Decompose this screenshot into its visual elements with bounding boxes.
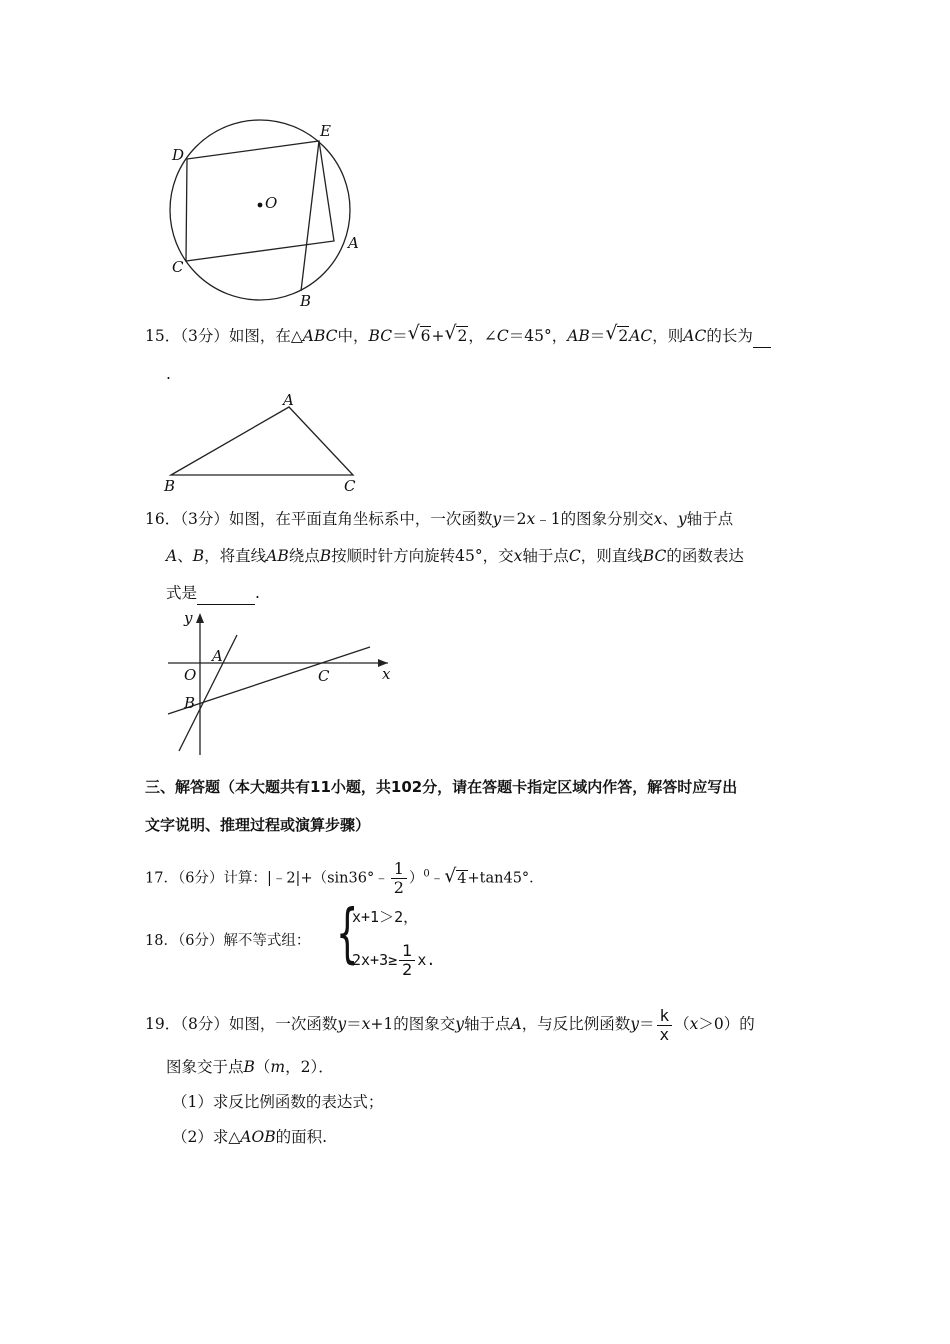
y-axis-arrow	[196, 613, 204, 623]
q15-t4: ＝45°，	[508, 327, 568, 345]
circle-o	[170, 120, 350, 300]
q15-text	[145, 325, 771, 348]
q18-num: 1	[399, 942, 415, 961]
triangle-figure	[160, 392, 370, 494]
answer-blank	[753, 325, 771, 348]
inequality-1	[352, 906, 418, 928]
section3-heading-2	[145, 814, 370, 836]
q19-y2: y	[455, 1015, 464, 1033]
q17-den: 2	[393, 878, 404, 897]
circle-figure	[160, 118, 370, 313]
q15-eq2: ＝	[589, 327, 606, 345]
q17-minus: ﹣	[429, 870, 445, 887]
q16-l2c: 绕点	[288, 547, 320, 565]
q17-part2: +（sin36°﹣	[300, 870, 389, 887]
label-a: A	[348, 234, 359, 252]
q15-number: 15．	[145, 327, 181, 345]
q17-num: 1	[391, 860, 407, 879]
q15-t5: ，则	[652, 327, 684, 345]
label-c: C	[318, 667, 330, 685]
q18-den: 2	[402, 960, 413, 979]
q18-ineq1: x+1＞2，	[352, 908, 419, 926]
label-a: A	[283, 392, 294, 409]
q17-r4: 4	[457, 870, 467, 887]
q19-line1	[145, 1006, 755, 1044]
chord-eb	[301, 141, 319, 291]
q15-bc: BC	[368, 327, 393, 345]
q19-a3: +1的图象交	[370, 1015, 456, 1033]
q15-t6: 的长为	[706, 327, 753, 345]
q16-l2b: ，将直线	[204, 547, 267, 565]
q19-den: x	[659, 1024, 670, 1044]
q16-y2: y	[677, 510, 687, 528]
q19-a7: （	[674, 1015, 690, 1033]
sqrt-6	[409, 325, 432, 347]
q15-r2b: 2	[618, 327, 629, 345]
q16-line1	[145, 508, 733, 530]
q19-sub1	[172, 1091, 383, 1113]
q16-a: A	[166, 547, 178, 565]
q15-end-dot: .	[166, 365, 171, 383]
q16-b2: B	[319, 547, 332, 565]
q17-part4: +tan45°．	[467, 870, 544, 887]
q18-prefix-text: 18．（6分）解不等式组：	[145, 933, 311, 949]
label-y: y	[184, 609, 193, 627]
q16-l1a: 16．（3分）如图，在平面直角坐标系中，一次函数	[145, 510, 493, 528]
q19-b2: （	[254, 1058, 271, 1076]
q16-l2d: 按顺时针方向旋转45°，交	[331, 547, 514, 565]
q19-y: y	[337, 1015, 347, 1033]
q18-ineq2a: 2x+3≥	[352, 951, 398, 969]
q15-eq1: ＝	[392, 327, 408, 345]
q19-sub2b: 的面积.	[275, 1128, 328, 1146]
center-dot	[258, 203, 263, 208]
q15-ac2: AC	[683, 327, 707, 345]
section3-heading	[145, 776, 737, 798]
q15-ab: AB	[567, 327, 590, 345]
system-brace: {	[336, 897, 359, 971]
q19-a6: ＝	[639, 1015, 655, 1033]
q19-a1: 19．（8分）如图，一次函数	[145, 1015, 338, 1033]
answer-blank	[197, 582, 255, 605]
q16-l1d: 、	[662, 510, 678, 528]
q16-l1e: 轴于点	[686, 510, 734, 528]
sqrt-4	[445, 868, 467, 890]
q16-c: C	[568, 547, 581, 565]
q17-exponent: 0	[423, 868, 430, 880]
q15-r2: 2	[457, 327, 468, 345]
q17-abs: |﹣2|	[266, 870, 301, 887]
label-o: O	[184, 666, 197, 684]
q19-x: x	[361, 1015, 371, 1033]
q16-l2f: ，则直线	[580, 547, 643, 565]
q19-b1: 图象交于点	[166, 1058, 244, 1076]
triangle-abc	[171, 407, 353, 475]
q19-y3: y	[630, 1015, 639, 1033]
sqrt-2b	[606, 325, 629, 347]
q19-line2	[166, 1056, 334, 1078]
label-a: A	[212, 647, 223, 665]
q16-y: y	[492, 510, 502, 528]
q19-b3: ，2）．	[285, 1058, 334, 1076]
q15-c: C	[496, 327, 509, 345]
q15-t3: ，∠	[468, 327, 497, 345]
q17-part3: ）	[408, 870, 424, 887]
q19-sub1-text: （1）求反比例函数的表达式；	[172, 1093, 384, 1111]
q19-sub2a: （2）求△	[172, 1128, 241, 1146]
q15-end	[166, 363, 171, 385]
sqrt-2	[445, 325, 468, 347]
q19-x2: x	[689, 1015, 699, 1033]
q16-l2g: 的函数表达	[666, 547, 744, 565]
label-e: E	[320, 122, 331, 140]
q15-score: （3分）	[180, 327, 229, 345]
q19-a4: 轴于点	[464, 1015, 511, 1033]
q16-l1c: ﹣1的图象分别交	[535, 510, 654, 528]
q17-prefix: 17．（6分）计算：	[145, 870, 267, 887]
line-bc	[168, 647, 370, 714]
q16-b: B	[192, 547, 205, 565]
label-b: B	[300, 292, 312, 310]
q15-r6: 6	[420, 327, 431, 345]
q19-a5: ，与反比例函数	[521, 1015, 631, 1033]
label-o: O	[265, 194, 278, 212]
label-b: B	[184, 694, 196, 712]
fraction-half	[399, 942, 415, 979]
q16-l2e: 轴于点	[522, 547, 569, 565]
q19-m: m	[270, 1058, 286, 1076]
q18-ineq2b: x.	[417, 951, 436, 969]
fraction-k-over-x	[657, 1007, 673, 1044]
q16-ab: AB	[266, 547, 289, 565]
q16-l2a: 、	[177, 547, 193, 565]
q16-x2: x	[653, 510, 663, 528]
q16-l3a: 式是	[166, 584, 198, 602]
q16-bc: BC	[642, 547, 667, 565]
q15-ac: AC	[629, 327, 653, 345]
label-b: B	[164, 477, 176, 494]
line-ab	[179, 635, 237, 751]
q15-plus: +	[431, 327, 445, 345]
q15-t2: 中，	[337, 327, 369, 345]
q16-x: x	[526, 510, 536, 528]
label-x: x	[382, 665, 391, 683]
fraction-half	[391, 860, 407, 897]
q19-b: B	[243, 1058, 255, 1076]
q15-t1: 如图，在△	[228, 327, 303, 345]
section3-line1: 三、解答题（本大题共有11小题，共102分，请在答题卡指定区域内作答，解答时应写出	[145, 778, 738, 796]
q19-a2: ＝	[346, 1015, 362, 1033]
q17-text	[145, 860, 544, 897]
q16-l3b: .	[255, 584, 260, 602]
q19-aob: AOB	[240, 1128, 276, 1146]
q19-num: k	[657, 1007, 673, 1026]
q16-line3	[166, 582, 260, 605]
label-c: C	[172, 258, 184, 276]
q15-abc: ABC	[302, 327, 338, 345]
label-c: C	[344, 477, 356, 494]
inequality-2	[352, 940, 435, 980]
q16-l1b: ＝2	[501, 510, 527, 528]
q19-sub2	[172, 1126, 327, 1148]
q19-a: A	[510, 1015, 522, 1033]
section3-line2: 文字说明、推理过程或演算步骤）	[145, 816, 371, 834]
q18-prefix	[145, 930, 310, 952]
q19-a8: ＞0）的	[698, 1015, 755, 1033]
q16-line2	[166, 545, 744, 567]
q16-x3: x	[513, 547, 523, 565]
coordinate-figure	[160, 605, 400, 760]
label-d: D	[172, 146, 185, 164]
